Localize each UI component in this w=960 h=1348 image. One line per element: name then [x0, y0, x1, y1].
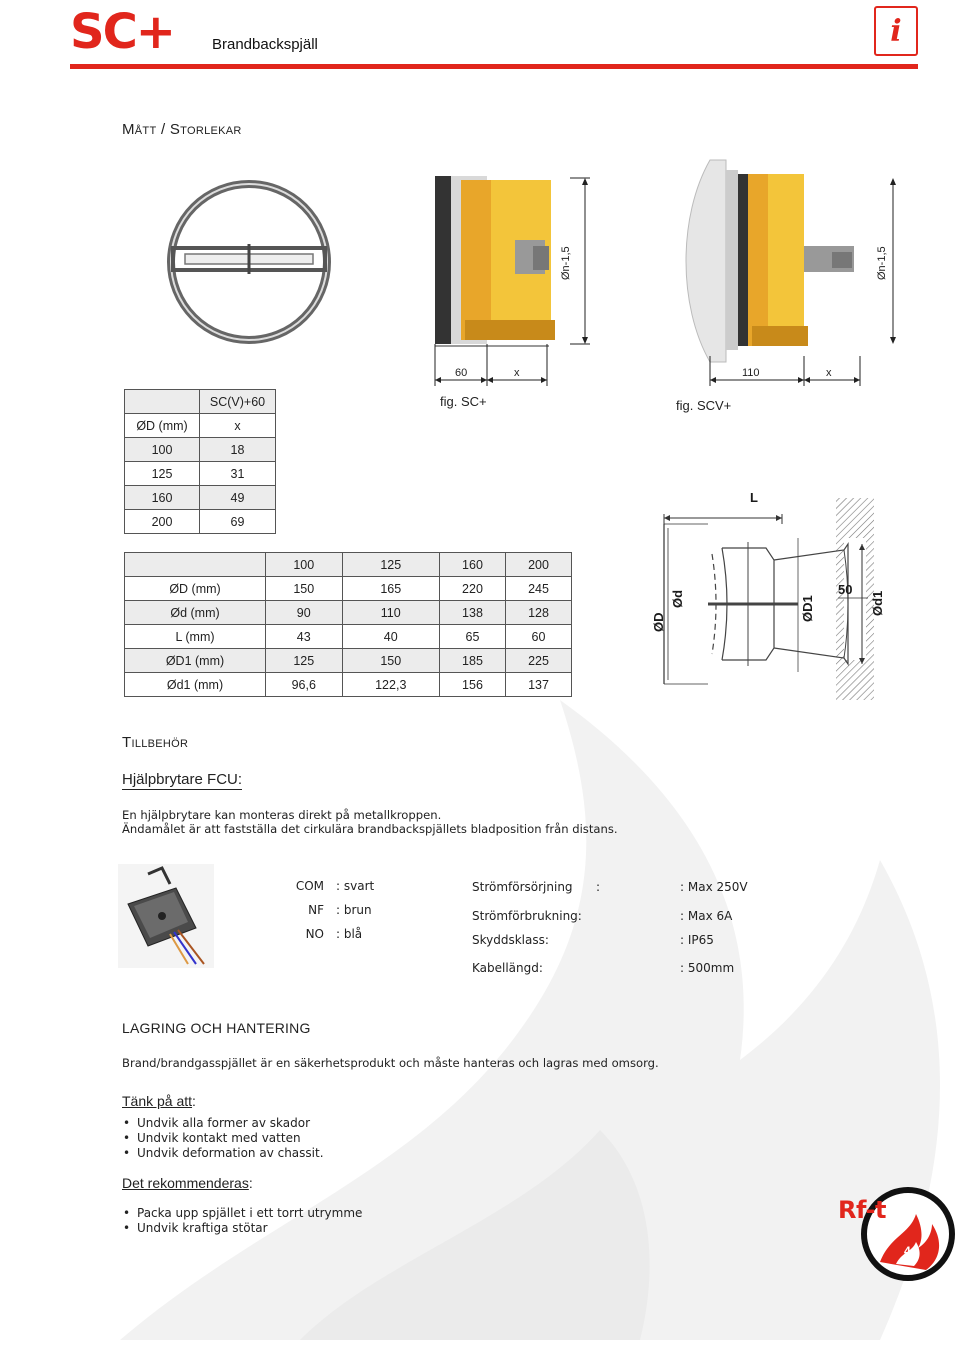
- table-cell: Ød1 (mm): [125, 673, 266, 697]
- table-cell: 49: [200, 486, 276, 510]
- spec-label: Skyddsklass:: [472, 933, 549, 947]
- table-row: [125, 438, 276, 462]
- think-heading: [122, 1093, 196, 1109]
- recommend-label: Det rekommenderas: [122, 1175, 249, 1191]
- table-cell: 160: [439, 553, 505, 577]
- table-cell: Ød (mm): [125, 601, 266, 625]
- table-cell: 165: [342, 577, 439, 601]
- table-cell: 65: [439, 625, 505, 649]
- wire-code-no: NO: [305, 927, 324, 941]
- spec-value: : 500mm: [680, 961, 735, 975]
- wire-code-com: COM: [295, 879, 324, 893]
- list-item: • Packa upp spjället i ett torrt utrymme: [122, 1206, 362, 1221]
- spec-value: : Max 250V: [680, 880, 748, 894]
- table-cell: 128: [505, 601, 571, 625]
- scv-dim-110: 110: [742, 367, 760, 379]
- drawing-label-d: Ød: [670, 589, 685, 608]
- table-cell: SC(V)+60: [200, 390, 276, 414]
- accessory-text-1: En hjälpbrytare kan monteras direkt på metallkroppen.: [122, 808, 442, 822]
- wire-code-nf: NF: [308, 903, 324, 917]
- table-cell: 200: [125, 510, 200, 534]
- rft-brand-text: Rf-t: [838, 1196, 886, 1224]
- accessory-subtitle: Hjälpbrytare FCU:: [122, 771, 243, 788]
- spec-label: Strömförbrukning:: [472, 909, 582, 923]
- accessory-text-2: Ändamålet är att fastställa det cirkulära brandbackspjällets bladposition från distans.: [122, 822, 618, 836]
- scv-dim-x: x: [826, 367, 832, 379]
- spec-value: : IP65: [680, 933, 714, 947]
- auxiliary-switch-image: [118, 864, 214, 968]
- brand-logo: SC+: [70, 4, 175, 60]
- fig-sc-label: fig. SC+: [440, 394, 487, 409]
- table-cell: 125: [266, 649, 343, 673]
- table-cell: ØD (mm): [125, 414, 200, 438]
- table-cell: x: [200, 414, 276, 438]
- table-cell: 125: [125, 462, 200, 486]
- drawing-label-50: 50: [838, 582, 853, 597]
- table-cell: 110: [342, 601, 439, 625]
- table-cell: 185: [439, 649, 505, 673]
- recommend-list: [122, 1206, 362, 1236]
- table-row: [125, 510, 276, 534]
- table-cell: 160: [125, 486, 200, 510]
- info-icon[interactable]: i: [874, 6, 918, 56]
- spec-label: Strömförsörjning: [472, 880, 573, 894]
- table-row: [125, 486, 276, 510]
- table-row: [125, 462, 276, 486]
- table-cell: 150: [342, 649, 439, 673]
- drawing-label-L: L: [750, 490, 758, 505]
- list-item: • Undvik kraftiga stötar: [122, 1221, 362, 1236]
- recommend-colon: :: [248, 1175, 253, 1191]
- table-cell: ØD1 (mm): [125, 649, 266, 673]
- drawing-label-d1: Ød1: [870, 590, 885, 616]
- table-row: [125, 673, 572, 697]
- page-number: 4: [904, 1244, 911, 1258]
- table-cell: [125, 553, 266, 577]
- table-row: [125, 414, 276, 438]
- table-cell: 138: [439, 601, 505, 625]
- table-cell: 69: [200, 510, 276, 534]
- spec-colon: :: [596, 880, 601, 894]
- table-cell: 125: [342, 553, 439, 577]
- think-list: [122, 1116, 324, 1161]
- table-row: [125, 390, 276, 414]
- section-title-dimensions: Mått / Storlekar: [122, 121, 242, 138]
- drawing-label-D1: ØD1: [800, 595, 815, 622]
- section-title-storage: LAGRING OCH HANTERING: [122, 1020, 311, 1036]
- table-cell: 225: [505, 649, 571, 673]
- damper-front-view-image: [165, 178, 333, 346]
- table-cell: 31: [200, 462, 276, 486]
- table-cell: ØD (mm): [125, 577, 266, 601]
- table-row: [125, 553, 572, 577]
- list-item: • Undvik alla former av skador: [122, 1116, 324, 1131]
- table-cell: 18: [200, 438, 276, 462]
- table-cell: [125, 390, 200, 414]
- table-cell: 100: [266, 553, 343, 577]
- recommend-heading: [122, 1175, 253, 1191]
- spec-value: : Max 6A: [680, 909, 733, 923]
- table-cell: 96,6: [266, 673, 343, 697]
- table-row: [125, 577, 572, 601]
- dimensions-table: [124, 552, 572, 697]
- table-cell: 60: [505, 625, 571, 649]
- think-colon: :: [192, 1093, 196, 1109]
- table-cell: 220: [439, 577, 505, 601]
- wire-color-nf: : brun: [336, 903, 372, 917]
- fig-scv-label: fig. SCV+: [676, 398, 732, 413]
- table-cell: 40: [342, 625, 439, 649]
- size-table-x: [124, 389, 276, 534]
- scv-dim-vertical: Øn-1,5: [876, 246, 888, 280]
- table-cell: 156: [439, 673, 505, 697]
- table-row: [125, 625, 572, 649]
- table-cell: 150: [266, 577, 343, 601]
- sc-dim-x: x: [514, 367, 520, 379]
- table-cell: 100: [125, 438, 200, 462]
- table-cell: 137: [505, 673, 571, 697]
- sc-dim-60: 60: [455, 367, 468, 379]
- table-cell: L (mm): [125, 625, 266, 649]
- header-rule: [70, 64, 918, 69]
- sc-dimension-lines: [430, 176, 600, 388]
- table-cell: 200: [505, 553, 571, 577]
- scv-dimension-lines: [700, 176, 900, 388]
- sc-dim-vertical: Øn-1,5: [560, 246, 572, 280]
- table-row: [125, 601, 572, 625]
- drawing-label-D: ØD: [651, 612, 666, 632]
- table-cell: 90: [266, 601, 343, 625]
- table-cell: 43: [266, 625, 343, 649]
- document-title: Brandbackspjäll: [212, 36, 318, 53]
- list-item: • Undvik kontakt med vatten: [122, 1131, 324, 1146]
- think-label: Tänk på att: [122, 1093, 193, 1109]
- wire-color-com: : svart: [336, 879, 375, 893]
- table-row: [125, 649, 572, 673]
- storage-text: Brand/brandgasspjället är en säkerhetsprodukt och måste hanteras och lagras med omsorg.: [122, 1056, 659, 1070]
- section-title-accessories: Tillbehör: [122, 734, 189, 751]
- spec-label: Kabellängd:: [472, 961, 543, 975]
- wire-color-no: : blå: [336, 927, 363, 941]
- table-cell: 122,3: [342, 673, 439, 697]
- list-item: • Undvik deformation av chassit.: [122, 1146, 324, 1161]
- table-cell: 245: [505, 577, 571, 601]
